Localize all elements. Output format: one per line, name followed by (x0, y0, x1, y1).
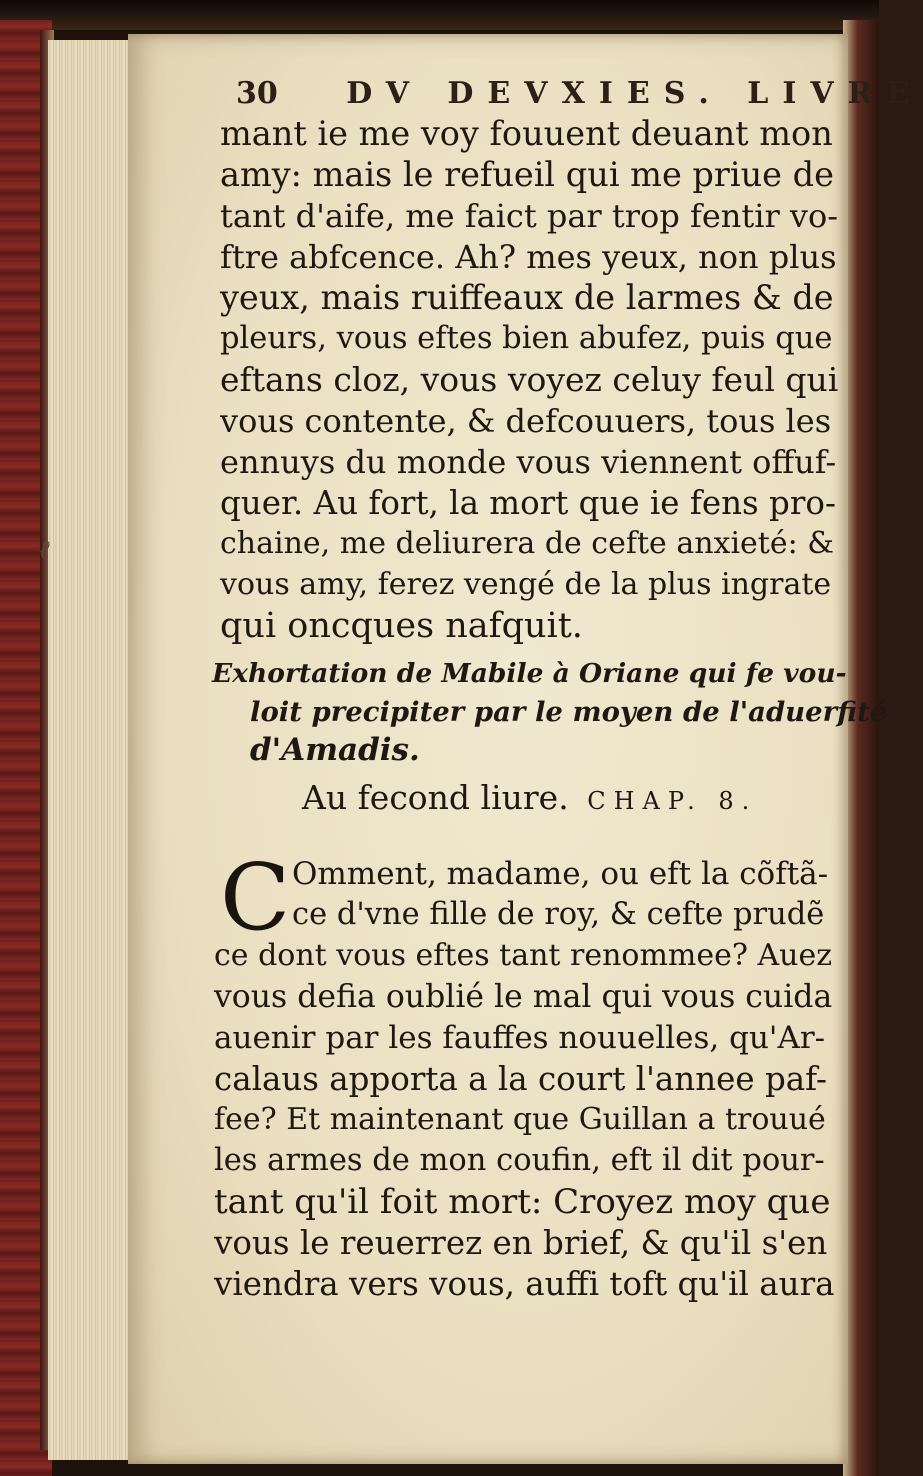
running-title: DV DEVXIES. LIVRE (346, 76, 923, 111)
text-line: Omment, madame, ou eft la cõftã- (292, 856, 829, 892)
text-line: tant qu'il foit mort: Croyez moy que (214, 1182, 831, 1222)
text-line: chaine, me deliurera de cefte anxieté: & (220, 526, 834, 561)
running-head (236, 76, 923, 111)
text-line: quer. Au fort, la mort que ie fens pro- (220, 484, 836, 522)
text-line: amy: mais le refueil qui me priue de (220, 155, 834, 194)
text-line: ce dont vous eftes tant renommee? Auez (214, 938, 833, 973)
chapter-source: Au fecond liure. (302, 778, 569, 817)
chapter-number: CHAP. 8. (587, 787, 758, 815)
text-line: vous le reuerrez en brief, & qu'il s'en (214, 1224, 828, 1262)
drop-cap: C (220, 844, 291, 951)
text-line: viendra vers vous, auffi toft qu'il aura (214, 1265, 835, 1303)
text-line: les armes de mon coufin, eft il dit pour- (214, 1143, 825, 1178)
text-line: vous defia oublié le mal qui vous cuida (214, 979, 833, 1015)
text-line: vous contente, & defcouuers, tous les (220, 402, 832, 440)
text-line: yeux, mais ruiffeaux de larmes & de (220, 278, 834, 317)
page (128, 34, 923, 1464)
text-line: fee? Et maintenant que Guillan a trouué (214, 1102, 826, 1137)
chapter-heading-line: Exhortation de Mabile à Oriane qui fe vou- (212, 658, 847, 689)
text-line: calaus apporta a la court l'annee paf- (214, 1060, 827, 1098)
chapter-heading-line: loit precipiter par le moyen de l'aduerfité (250, 696, 888, 728)
page-edges (48, 40, 134, 1460)
text-line: eftans cloz, vous voyez celuy feul qui (220, 360, 839, 399)
margin-pen-mark: ℓ (35, 534, 54, 566)
text-line: mant ie me voy fouuent deuant mon (220, 114, 833, 153)
page-number: 30 (236, 76, 278, 111)
chapter-label (302, 778, 802, 821)
binding-top (0, 0, 879, 30)
text-line: auenir par les fauffes nouuelles, qu'Ar- (214, 1020, 826, 1056)
text-line: pleurs, vous eftes bien abufez, puis que (220, 321, 833, 356)
text-line: ce d'vne fille de roy, & cefte prudẽ (292, 897, 825, 932)
chapter-heading-line: d'Amadis. (250, 732, 420, 768)
text-line: ennuys du monde vous viennent offuf- (220, 443, 837, 481)
text-line: qui oncques nafquit. (220, 606, 583, 646)
text-line: tant d'aife, me faict par trop fentir vo- (220, 197, 839, 235)
text-line: vous amy, ferez vengé de la plus ingrate (220, 567, 832, 602)
text-line: ftre abfcence. Ah? mes yeux, non plus (220, 238, 837, 276)
